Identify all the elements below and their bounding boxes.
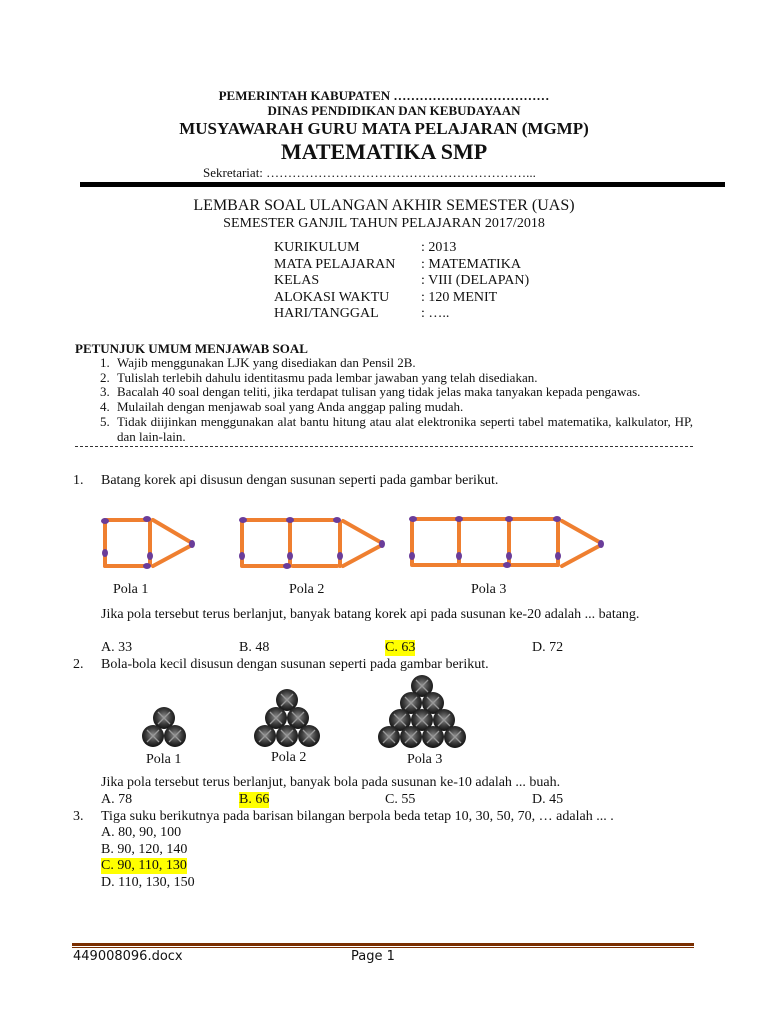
answer-option: C. 55: [385, 792, 416, 807]
answer-option-highlighted: C. 63: [385, 640, 416, 655]
answer-option: D. 110, 130, 150: [101, 875, 195, 890]
info-key: ALOKASI WAKTU: [274, 289, 390, 305]
info-value: : MATEMATIKA: [421, 256, 521, 272]
question-text: Batang korek api disusun dengan susunan seperti pada gambar berikut.: [101, 473, 499, 488]
pattern-label: Pola 2: [289, 582, 325, 597]
answer-option: B. 90, 120, 140: [101, 842, 188, 857]
footer-page-number: Page 1: [351, 949, 395, 964]
answer-option: B. 48: [239, 640, 270, 655]
answer-option: A. 80, 90, 100: [101, 825, 182, 840]
footer-rule: [72, 943, 694, 946]
info-key: KURIKULUM: [274, 240, 360, 255]
matchstick-pattern-3: [412, 519, 601, 566]
question-number: 2.: [73, 657, 84, 672]
pattern-label: Pola 3: [471, 582, 507, 597]
ball-pattern-3: [378, 675, 466, 748]
header-mgmp: MUSYAWARAH GURU MATA PELAJARAN (MGMP): [179, 119, 589, 138]
pattern-label: Pola 1: [146, 752, 182, 767]
exam-info: [274, 240, 529, 323]
instruction-item: 4. Mulailah dengan menjawab soal yang Anda anggap paling mudah.: [113, 400, 693, 415]
answer-option: D. 72: [532, 640, 564, 655]
pattern-label: Pola 3: [407, 752, 443, 767]
header-department: DINAS PENDIDIKAN DAN KEBUDAYAAN: [267, 103, 521, 118]
instruction-item: 1. Wajib menggunakan LJK yang disediakan dan Pensil 2B.: [113, 356, 693, 371]
footer-filename: 449008096.docx: [73, 949, 183, 964]
pattern-label: Pola 1: [113, 582, 149, 597]
question-number: 1.: [73, 473, 84, 488]
instructions-title: PETUNJUK UMUM MENJAWAB SOAL: [75, 341, 308, 356]
question-number: 3.: [73, 809, 84, 824]
question-text: Bola-bola kecil disusun dengan susunan seperti pada gambar berikut.: [101, 657, 489, 672]
info-row: [274, 306, 529, 323]
instruction-item: 5. Tidak diijinkan menggunakan alat bantu hitung atau alat elektronika seperti tabel matematika, kalkulator, HP, dan lain-lain.: [113, 415, 693, 444]
exam-subtitle: SEMESTER GANJIL TAHUN PELAJARAN 2017/2018: [223, 216, 545, 231]
instructions-list: [95, 356, 693, 444]
header-sekretariat: Sekretariat: ……………………………………………………...: [203, 165, 536, 180]
info-key: KELAS: [274, 273, 320, 288]
ball-pattern-2: [254, 689, 320, 747]
pattern-label: Pola 2: [271, 750, 307, 765]
exam-title: LEMBAR SOAL ULANGAN AKHIR SEMESTER (UAS): [193, 197, 575, 214]
instruction-item: 3. Bacalah 40 soal dengan teliti, jika terdapat tulisan yang tidak jelas maka tanyakan kepada pengawas.: [113, 385, 693, 400]
matchstick-pattern-2: [242, 520, 382, 566]
answer-option-highlighted: B. 66: [239, 792, 270, 807]
info-row: [274, 240, 529, 257]
info-key: MATA PELAJARAN: [274, 256, 396, 272]
info-value: : VIII (DELAPAN): [421, 273, 530, 288]
ball-pattern-1-fix: [142, 708, 198, 748]
info-value: : …..: [421, 306, 450, 321]
question-prompt: Jika pola tersebut terus berlanjut, banyak bola pada susunan ke-10 adalah ... buah.: [101, 775, 561, 790]
footer-rule-thin: [72, 947, 694, 948]
header-government: PEMERINTAH KABUPATEN ………………………………: [218, 88, 550, 103]
question-prompt: Jika pola tersebut terus berlanjut, banyak batang korek api pada susunan ke-20 adalah ... batang.: [101, 607, 640, 622]
answer-option: A. 33: [101, 640, 133, 655]
header-subject: MATEMATIKA SMP: [280, 139, 488, 164]
instruction-item: 2. Tulislah terlebih dahulu identitasmu pada lembar jawaban yang telah disediakan.: [113, 371, 693, 386]
info-key: HARI/TANGGAL: [274, 306, 379, 321]
question-text: Tiga suku berikutnya pada barisan bilangan berpola beda tetap 10, 30, 50, 70, … adalah ... .: [101, 809, 614, 824]
info-row: [274, 290, 529, 307]
info-value: : 120 MENIT: [421, 289, 498, 305]
separator-dashed: [75, 446, 693, 447]
answer-option: A. 78: [101, 792, 133, 807]
info-row: [274, 273, 529, 290]
answer-option-highlighted: C. 90, 110, 130: [101, 858, 187, 873]
answer-option: D. 45: [532, 792, 564, 807]
header-rule: [80, 182, 725, 187]
info-value: : 2013: [421, 240, 457, 255]
info-row: [274, 257, 529, 274]
matchstick-patterns: [95, 508, 615, 578]
